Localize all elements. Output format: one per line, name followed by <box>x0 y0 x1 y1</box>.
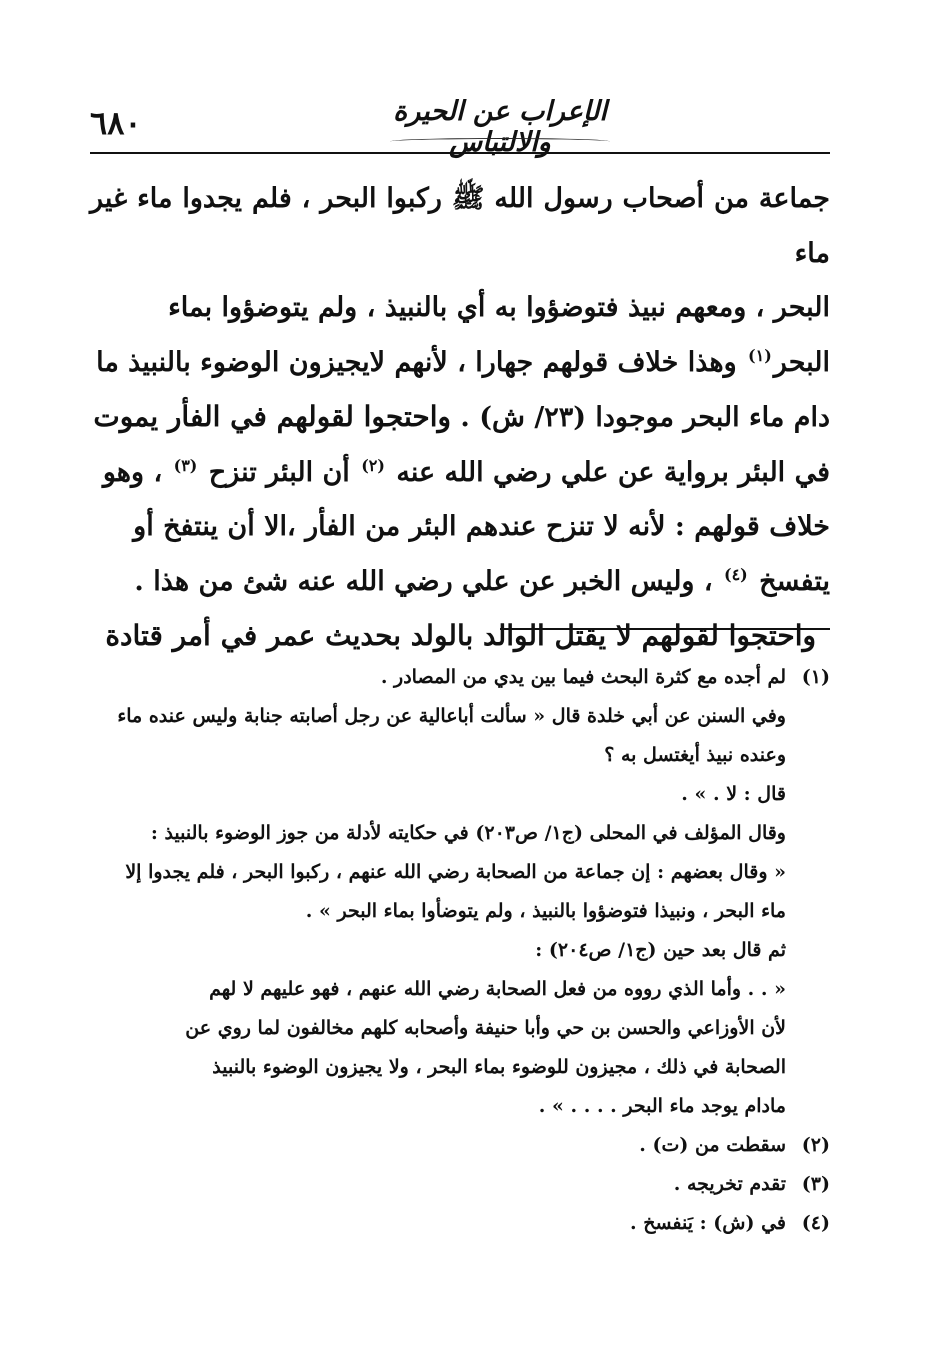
footnote-line: قال : لا . » . <box>681 783 786 805</box>
text-span: جماعة من أصحاب رسول الله ﷺ ركبوا البحر ، فلم يجدوا ماء غير ماء <box>90 183 830 269</box>
footnote-line: وقال المؤلف في المحلى (ج١/ ص٢٠٣) في حكايته لأدلة من جوز الوضوء بالنبيذ : <box>150 822 786 844</box>
text-line <box>90 446 830 501</box>
text-line <box>90 500 830 555</box>
footnote-marker[interactable]: (٤) <box>724 564 748 584</box>
footnote-marker[interactable]: (٢) <box>361 455 385 475</box>
footnote-marker[interactable]: (١) <box>748 345 772 365</box>
header-rule <box>90 152 830 154</box>
main-text <box>90 172 830 664</box>
footnote-marker[interactable]: (٣) <box>173 455 198 475</box>
text-span: وهذا خلاف قولهم جهارا ، لأنهم لايجيزون الوضوء بالنبيذ ما <box>96 346 747 378</box>
text-span: ، وليس الخبر عن علي رضي الله عنه شئ من هذا . <box>134 565 722 597</box>
footnote-number: (٤) <box>801 1212 830 1234</box>
page-header <box>90 96 830 156</box>
text-line <box>90 336 830 391</box>
text-span: في البئر برواية عن علي رضي الله عنه <box>386 456 830 488</box>
title-ornament <box>390 138 610 145</box>
footnote-body <box>90 658 786 1126</box>
footnotes <box>90 658 830 1243</box>
bold-text-span: واحتجوا لقولهم في الفأر يموت <box>93 400 451 433</box>
running-title: الإعراب عن الحيرة والالتباس <box>393 96 607 158</box>
footnote-line: « وقال بعضهم : إن جماعة من الصحابة رضي الله عنهم ، ركبوا البحر ، فلم يجدوا إلا <box>125 861 786 883</box>
footnote-line: ثم قال بعد حين (ج١/ ص٢٠٤) : <box>535 939 786 961</box>
footnote-rule <box>500 628 830 630</box>
footnote-4 <box>90 1204 830 1243</box>
footnote-line: في (ش) : يَنفسخ . <box>629 1212 786 1234</box>
text-span: أن البئر تنزح <box>199 456 360 488</box>
footnote-line: « . . وأما الذي رووه من فعل الصحابة رضي الله عنهم ، فهو عليهم لا لهم <box>209 978 786 1000</box>
text-span: دام ماء البحر موجودا (٢٣/ ش) . <box>451 402 830 433</box>
footnote-number: (٢) <box>801 1134 830 1156</box>
text-line <box>90 390 830 446</box>
footnote-line: تقدم تخريجه . <box>673 1173 786 1195</box>
footnote-3 <box>90 1165 830 1204</box>
footnote-line: سقطت من (ت) . <box>639 1134 786 1156</box>
footnote-body <box>90 1165 786 1204</box>
text-span: يتفسخ <box>749 565 830 597</box>
text-span: البحر <box>773 346 830 378</box>
footnote-line: لم أجده مع كثرة البحث فيما بين يدي من المصادر . <box>380 666 786 688</box>
footnote-line: مادام يوجد ماء البحر . . . . » . <box>538 1095 786 1117</box>
text-line <box>90 281 830 336</box>
footnote-body <box>90 1204 786 1243</box>
page-number: ٦٨٠ <box>90 104 142 142</box>
footnote-line: الصحابة في ذلك ، مجيزون للوضوء بماء البحر ، ولا يجيزون الوضوء بالنبيذ <box>212 1056 786 1078</box>
footnote-number: (١) <box>801 666 830 688</box>
text-span: البحر ، ومعهم نبيذ فتوضؤوا به أي بالنبيذ ، ولم يتوضؤوا بماء <box>168 292 830 323</box>
text-line <box>90 609 830 664</box>
text-span: ، وهو <box>102 456 172 488</box>
text-span: خلاف قولهم : لأنه لا تنزح عندهم البئر من الفأر ،الا أن ينتفخ أو <box>133 511 830 542</box>
bold-text-span: واحتجوا لقولهم لا يقتل الوالد بالولد بحديث عمر في أمر قتادة <box>105 619 816 652</box>
footnote-2 <box>90 1126 830 1165</box>
footnote-number: (٣) <box>801 1173 830 1195</box>
text-line <box>90 172 830 281</box>
footnote-1 <box>90 658 830 1126</box>
footnote-line: وفي السنن عن أبي خلدة قال « سألت أباعالية عن رجل أصابته جنابة وليس عنده ماء <box>117 705 786 727</box>
footnote-line: وعنده نبيذ أيغتسل به ؟ <box>604 744 786 766</box>
footnote-body <box>90 1126 786 1165</box>
text-line <box>90 555 830 610</box>
footnote-line: ماء البحر ، ونبيذا فتوضؤوا بالنبيذ ، ولم يتوضأوا بماء البحر » . <box>305 900 786 922</box>
footnote-line: لأن الأوزاعي والحسن بن حي وأبا حنيفة وأصحابه كلهم مخالفون لما روي عن <box>185 1017 786 1039</box>
